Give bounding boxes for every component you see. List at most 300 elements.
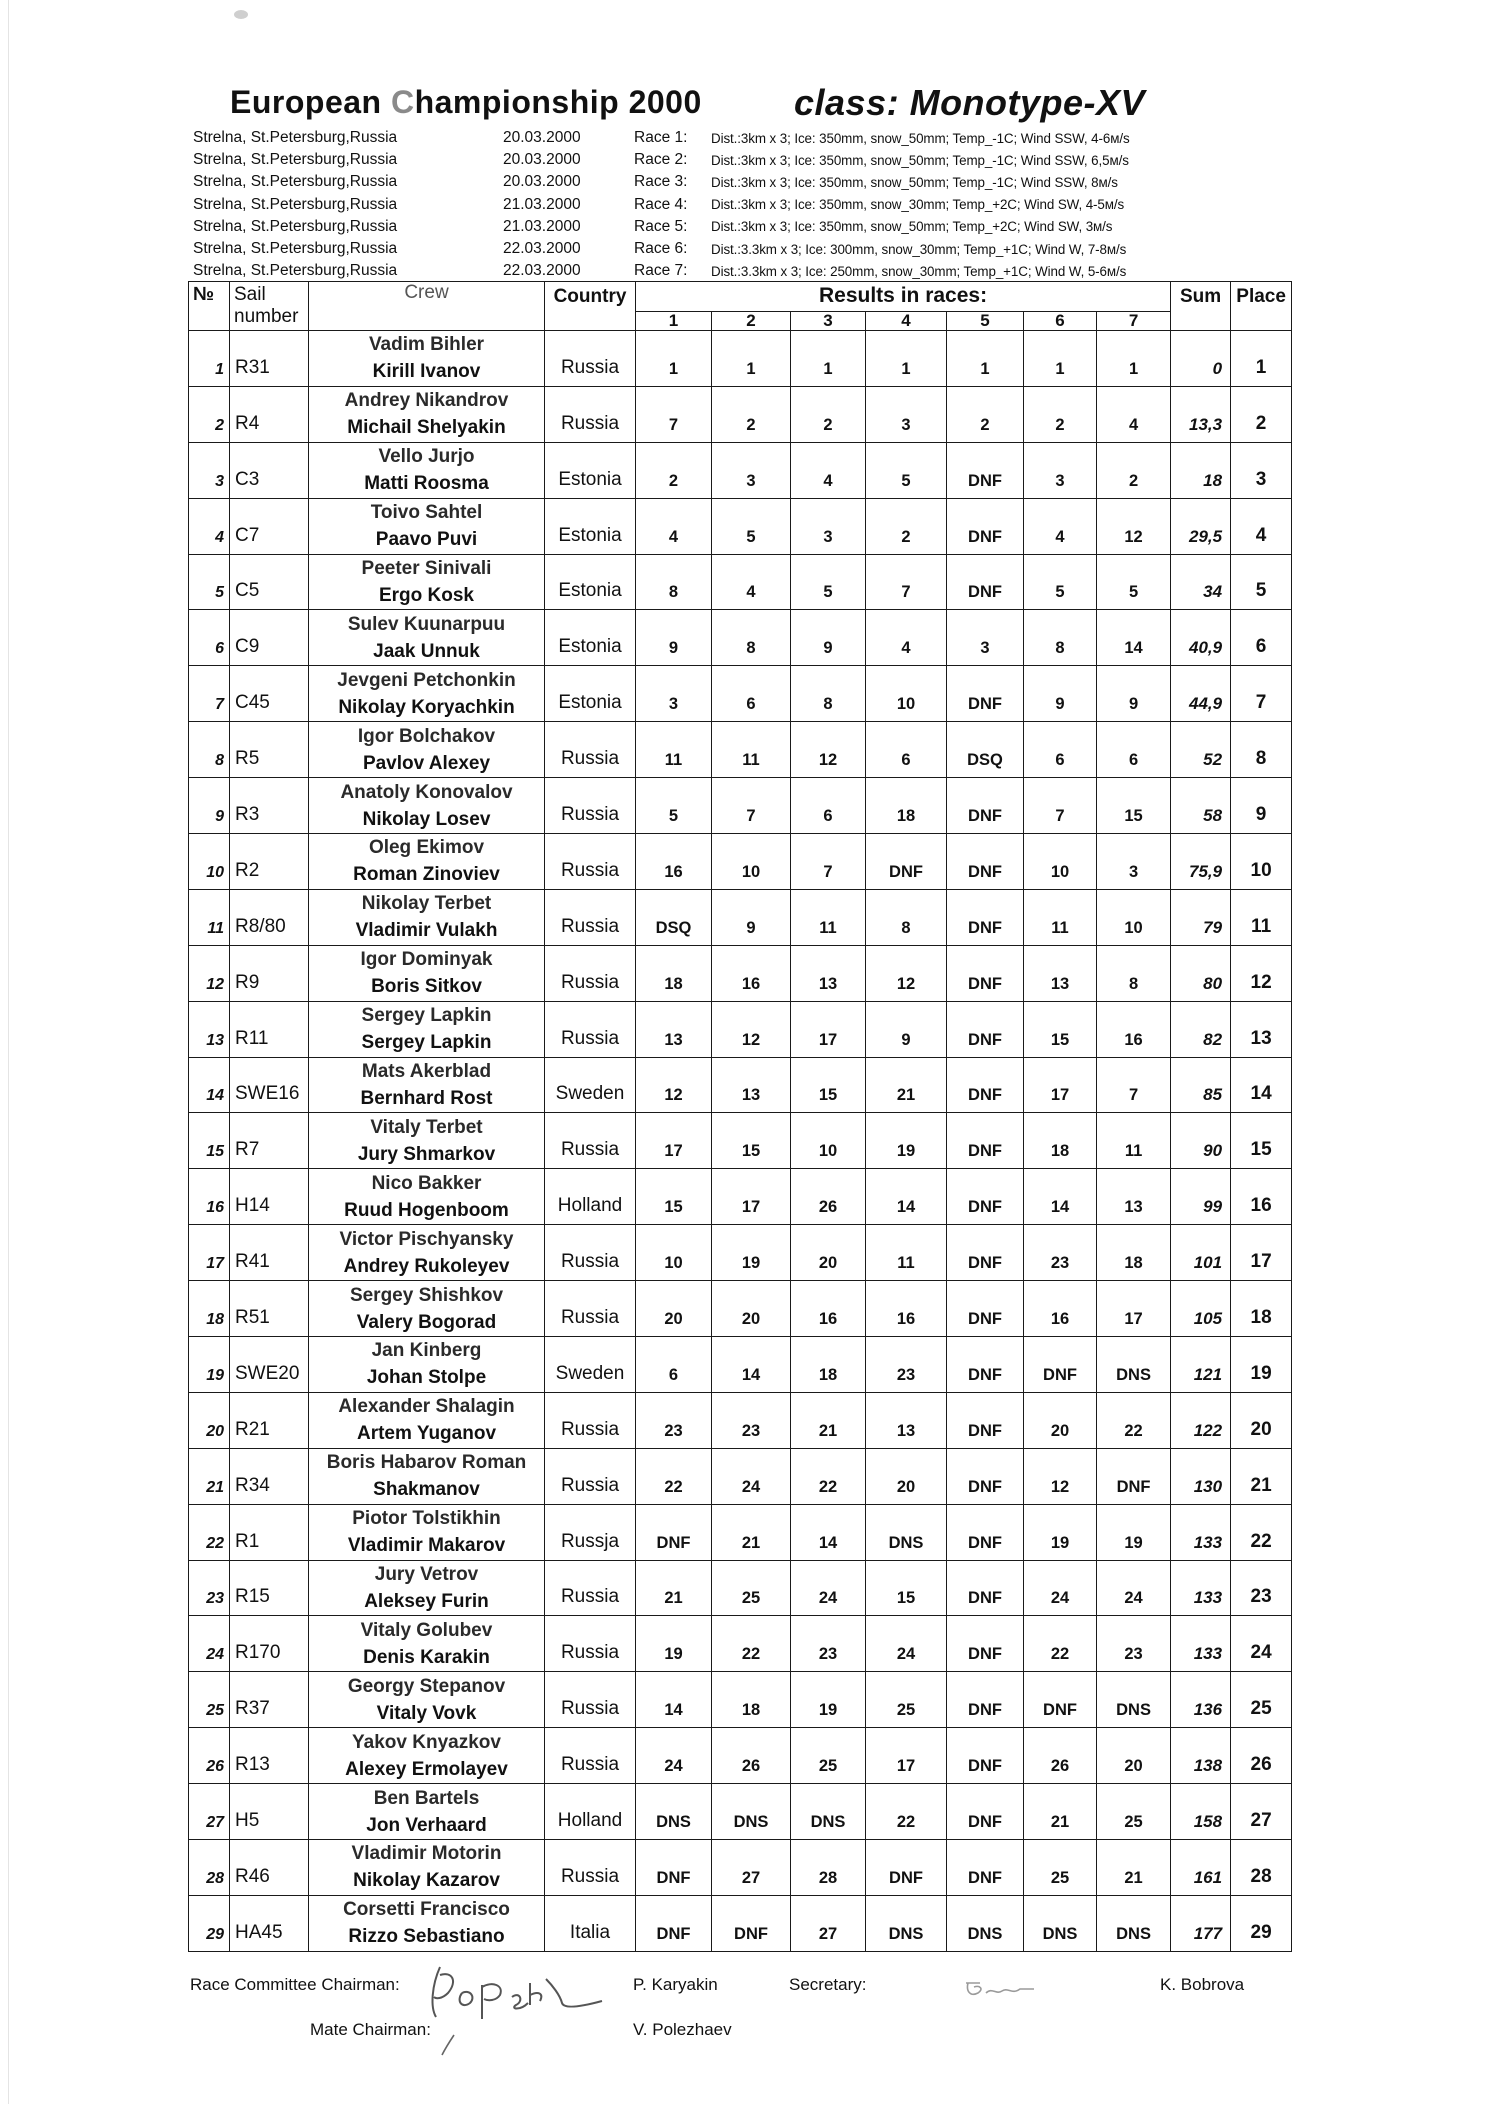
crew-member-2: Boris Sitkov: [371, 976, 482, 998]
cell-crew: [309, 554, 545, 610]
crew-member-2: Vladimir Vulakh: [355, 920, 498, 942]
cell-no: 27: [189, 1784, 230, 1840]
cell-no: 5: [189, 554, 230, 610]
cell-crew: [309, 1001, 545, 1057]
cell-race-4: 15: [866, 1560, 947, 1616]
cell-race-2: 1: [712, 331, 791, 387]
cell-sail-number: R9: [230, 945, 309, 1001]
crew-member-1: Peeter Sinivali: [361, 558, 492, 579]
cell-place: 15: [1231, 1113, 1292, 1169]
cell-race-5: 1: [947, 331, 1024, 387]
table-row: [189, 442, 1292, 498]
cell-no: 22: [189, 1504, 230, 1560]
cell-country: Russia: [545, 1616, 636, 1672]
venue-place: Strelna, St.Petersburg,Russia: [193, 129, 398, 147]
cell-race-3: 10: [791, 1113, 866, 1169]
cell-race-2: 2: [712, 386, 791, 442]
cell-race-4: 24: [866, 1616, 947, 1672]
cell-race-1: 22: [636, 1448, 712, 1504]
table-row: [189, 1225, 1292, 1281]
cell-race-5: DNF: [947, 1672, 1024, 1728]
cell-race-7: 4: [1097, 386, 1171, 442]
cell-race-6: 15: [1024, 1001, 1097, 1057]
cell-race-3: 25: [791, 1728, 866, 1784]
cell-race-3: 9: [791, 610, 866, 666]
cell-place: 20: [1231, 1392, 1292, 1448]
header-country: Country: [545, 282, 636, 331]
cell-crew: [309, 889, 545, 945]
table-row: [189, 1728, 1292, 1784]
cell-race-7: 22: [1097, 1392, 1171, 1448]
crew-member-2: Jon Verhaard: [366, 1814, 487, 1836]
cell-race-2: 22: [712, 1616, 791, 1672]
crew-member-2: Denis Karakin: [363, 1646, 490, 1668]
page-edge: [8, 0, 9, 2104]
crew-member-1: Nikolay Terbet: [361, 893, 492, 915]
cell-crew: [309, 722, 545, 778]
race-line: [634, 127, 1284, 149]
cell-race-5: DNF: [947, 778, 1024, 834]
cell-race-5: DNF: [947, 1337, 1024, 1393]
cell-place: 19: [1231, 1337, 1292, 1393]
cell-place: 1: [1231, 331, 1292, 387]
cell-sail-number: C5: [230, 554, 309, 610]
venue-place: Strelna, St.Petersburg,Russia: [193, 195, 398, 213]
cell-race-6: DNF: [1024, 1672, 1097, 1728]
cell-race-4: 7: [866, 554, 947, 610]
header-race-7: 7: [1097, 311, 1171, 330]
cell-crew: [309, 1281, 545, 1337]
cell-race-6: 24: [1024, 1560, 1097, 1616]
cell-race-2: 12: [712, 1001, 791, 1057]
cell-sail-number: R8/80: [230, 889, 309, 945]
table-row: [189, 722, 1292, 778]
crew-member-1: Mats Akerblad: [361, 1061, 492, 1083]
cell-race-7: 24: [1097, 1560, 1171, 1616]
cell-race-3: 2: [791, 386, 866, 442]
crew-member-2: Paavo Puvi: [375, 529, 478, 551]
cell-race-7: 13: [1097, 1169, 1171, 1225]
class-title: class: Monotype-XV: [794, 82, 1146, 123]
cell-race-3: 1: [791, 331, 866, 387]
race-conditions: Dist.:3km x 3; Ice: 350mm, snow_50mm; Temp_-1C; Wind SSW, 8м/s: [711, 174, 1118, 190]
crew-member-1: Jevgeni Petchonkin: [337, 669, 516, 691]
cell-race-7: 10: [1097, 889, 1171, 945]
cell-place: 11: [1231, 889, 1292, 945]
cell-race-4: 20: [866, 1448, 947, 1504]
crew-member-2: Michail Shelyakin: [347, 417, 506, 439]
cell-race-7: 3: [1097, 834, 1171, 890]
cell-place: 18: [1231, 1281, 1292, 1337]
race-conditions-list: [634, 127, 1284, 282]
cell-sum: 85: [1171, 1057, 1231, 1113]
cell-race-7: 2: [1097, 442, 1171, 498]
cell-race-3: 22: [791, 1448, 866, 1504]
cell-sum: 0: [1171, 331, 1231, 387]
crew-member-1: Vello Jurjo: [378, 446, 475, 468]
cell-race-1: DNS: [636, 1784, 712, 1840]
table-row: [189, 1840, 1292, 1896]
cell-race-2: 21: [712, 1504, 791, 1560]
cell-country: Russia: [545, 889, 636, 945]
table-row: [189, 386, 1292, 442]
cell-no: 18: [189, 1281, 230, 1337]
cell-race-4: 22: [866, 1784, 947, 1840]
race-conditions: Dist.:3km x 3; Ice: 350mm, snow_50mm; Temp_-1C; Wind SSW, 6,5м/s: [711, 152, 1129, 168]
cell-race-1: 1: [636, 331, 712, 387]
cell-place: 6: [1231, 610, 1292, 666]
crew-member-2: Nikolay Koryachkin: [338, 696, 515, 718]
cell-no: 3: [189, 442, 230, 498]
crew-member-1: Alexander Shalagin: [338, 1396, 515, 1418]
venue-date: 21.03.2000: [503, 195, 581, 213]
cell-country: Sweden: [545, 1337, 636, 1393]
cell-race-5: DNF: [947, 498, 1024, 554]
cell-race-1: 7: [636, 386, 712, 442]
cell-no: 15: [189, 1113, 230, 1169]
cell-sail-number: C45: [230, 666, 309, 722]
cell-race-4: DNF: [866, 834, 947, 890]
cell-race-6: 13: [1024, 945, 1097, 1001]
race-conditions: Dist.:3.3km x 3; Ice: 300mm, snow_30mm; Temp_+1C; Wind W, 7-8м/s: [711, 241, 1127, 257]
cell-sum: 40,9: [1171, 610, 1231, 666]
cell-race-7: 25: [1097, 1784, 1171, 1840]
cell-sail-number: R13: [230, 1728, 309, 1784]
cell-country: Russia: [545, 386, 636, 442]
cell-no: 25: [189, 1672, 230, 1728]
cell-race-5: DNF: [947, 1784, 1024, 1840]
table-row: [189, 1448, 1292, 1504]
cell-sum: 82: [1171, 1001, 1231, 1057]
venue-date: 20.03.2000: [503, 151, 581, 169]
crew-member-2: Matti Roosma: [364, 473, 489, 495]
cell-race-3: 21: [791, 1392, 866, 1448]
cell-race-1: 15: [636, 1169, 712, 1225]
cell-race-5: DNF: [947, 1392, 1024, 1448]
crew-member-2: Artem Yuganov: [356, 1423, 497, 1445]
cell-race-3: 18: [791, 1337, 866, 1393]
venue-date: 20.03.2000: [503, 129, 581, 147]
cell-race-3: 19: [791, 1672, 866, 1728]
cell-country: Estonia: [545, 554, 636, 610]
crew-member-1: Jan Kinberg: [371, 1340, 482, 1362]
table-row: [189, 778, 1292, 834]
cell-race-7: 8: [1097, 945, 1171, 1001]
cell-race-4: 2: [866, 498, 947, 554]
crew-member-2: Vitaly Vovk: [376, 1702, 477, 1724]
cell-sail-number: SWE16: [230, 1057, 309, 1113]
cell-place: 14: [1231, 1057, 1292, 1113]
crew-member-1: Vladimir Motorin: [351, 1843, 502, 1865]
cell-place: 27: [1231, 1784, 1292, 1840]
crew-member-2: Andrey Rukoleyev: [343, 1255, 510, 1277]
cell-sail-number: R46: [230, 1840, 309, 1896]
cell-race-1: 6: [636, 1337, 712, 1393]
table-row: [189, 1560, 1292, 1616]
crew-member-2: Roman Zinoviev: [353, 864, 500, 886]
header-race-5: 5: [947, 311, 1024, 330]
race-line: [634, 149, 1284, 171]
cell-race-1: 4: [636, 498, 712, 554]
cell-race-2: 15: [712, 1113, 791, 1169]
cell-race-1: 12: [636, 1057, 712, 1113]
header-race-2: 2: [712, 311, 791, 330]
cell-race-3: 26: [791, 1169, 866, 1225]
cell-sum: 122: [1171, 1392, 1231, 1448]
cell-race-2: 11: [712, 722, 791, 778]
cell-no: 16: [189, 1169, 230, 1225]
cell-no: 21: [189, 1448, 230, 1504]
race-conditions: Dist.:3km x 3; Ice: 350mm, snow_50mm; Temp_-1C; Wind SSW, 4-6м/s: [711, 130, 1130, 146]
cell-place: 9: [1231, 778, 1292, 834]
race-conditions: Dist.:3km x 3; Ice: 350mm, snow_50mm; Temp_+2C; Wind SW, 3м/s: [711, 219, 1113, 235]
cell-sum: 158: [1171, 1784, 1231, 1840]
cell-race-1: 2: [636, 442, 712, 498]
cell-race-1: 5: [636, 778, 712, 834]
cell-race-1: 18: [636, 945, 712, 1001]
race-label: Race 1:: [634, 129, 688, 147]
cell-sum: 18: [1171, 442, 1231, 498]
results-body: [189, 331, 1292, 1952]
cell-crew: [309, 1784, 545, 1840]
crew-member-2: Jury Shmarkov: [357, 1143, 496, 1165]
cell-race-3: 14: [791, 1504, 866, 1560]
cell-race-2: 3: [712, 442, 791, 498]
cell-country: Russja: [545, 1504, 636, 1560]
venue-date: 21.03.2000: [503, 217, 581, 235]
table-row: [189, 331, 1292, 387]
cell-sail-number: R3: [230, 778, 309, 834]
venue-line: [193, 216, 613, 238]
cell-race-5: DNF: [947, 554, 1024, 610]
crew-member-2: Nikolay Losev: [362, 808, 491, 830]
cell-crew: [309, 778, 545, 834]
cell-race-4: 17: [866, 1728, 947, 1784]
cell-race-2: 8: [712, 610, 791, 666]
cell-no: 24: [189, 1616, 230, 1672]
header-crew: Crew: [309, 282, 545, 331]
cell-sail-number: R11: [230, 1001, 309, 1057]
cell-sail-number: C7: [230, 498, 309, 554]
cell-race-3: DNS: [791, 1784, 866, 1840]
cell-sum: 161: [1171, 1840, 1231, 1896]
crew-member-1: Toivo Sahtel: [370, 502, 483, 524]
cell-race-3: 8: [791, 666, 866, 722]
cell-sum: 52: [1171, 722, 1231, 778]
cell-race-7: DNS: [1097, 1337, 1171, 1393]
cell-place: 17: [1231, 1225, 1292, 1281]
table-row: [189, 666, 1292, 722]
header-no: №: [189, 282, 230, 331]
cell-race-3: 11: [791, 889, 866, 945]
cell-crew: [309, 1337, 545, 1393]
cell-sail-number: H14: [230, 1169, 309, 1225]
cell-no: 23: [189, 1560, 230, 1616]
crew-member-2: Pavlov Alexey: [362, 752, 491, 774]
cell-race-2: DNF: [712, 1895, 791, 1951]
mate-chairman-label: Mate Chairman:: [310, 2020, 431, 2039]
cell-race-7: 20: [1097, 1728, 1171, 1784]
cell-race-7: DNS: [1097, 1895, 1171, 1951]
cell-race-6: 25: [1024, 1840, 1097, 1896]
crew-member-2: Alexey Ermolayev: [345, 1758, 508, 1780]
cell-sum: 133: [1171, 1504, 1231, 1560]
cell-race-3: 3: [791, 498, 866, 554]
cell-race-3: 7: [791, 834, 866, 890]
cell-race-3: 13: [791, 945, 866, 1001]
cell-race-5: DNF: [947, 1448, 1024, 1504]
cell-sail-number: R41: [230, 1225, 309, 1281]
cell-race-2: 27: [712, 1840, 791, 1896]
cell-country: Estonia: [545, 498, 636, 554]
cell-country: Russia: [545, 722, 636, 778]
cell-race-4: 14: [866, 1169, 947, 1225]
race-label: Race 2:: [634, 151, 688, 169]
cell-race-3: 12: [791, 722, 866, 778]
cell-race-4: 4: [866, 610, 947, 666]
cell-race-2: 18: [712, 1672, 791, 1728]
table-row: [189, 498, 1292, 554]
table-row: [189, 1337, 1292, 1393]
race-label: Race 4:: [634, 195, 688, 213]
cell-race-1: 23: [636, 1392, 712, 1448]
crew-member-1: Corsetti Francisco: [343, 1899, 510, 1921]
header-sail-number: Sail number: [230, 282, 309, 331]
cell-crew: [309, 1840, 545, 1896]
cell-country: Russia: [545, 331, 636, 387]
cell-crew: [309, 1560, 545, 1616]
cell-sail-number: H5: [230, 1784, 309, 1840]
cell-race-5: DNF: [947, 1728, 1024, 1784]
cell-race-5: 3: [947, 610, 1024, 666]
cell-race-5: DNF: [947, 1057, 1024, 1113]
cell-race-1: DSQ: [636, 889, 712, 945]
cell-sum: 13,3: [1171, 386, 1231, 442]
cell-place: 25: [1231, 1672, 1292, 1728]
cell-country: Russia: [545, 1392, 636, 1448]
cell-race-3: 23: [791, 1616, 866, 1672]
cell-race-6: 19: [1024, 1504, 1097, 1560]
cell-sum: 130: [1171, 1448, 1231, 1504]
cell-no: 17: [189, 1225, 230, 1281]
table-row: [189, 889, 1292, 945]
cell-place: 10: [1231, 834, 1292, 890]
cell-race-1: 19: [636, 1616, 712, 1672]
cell-sum: 75,9: [1171, 834, 1231, 890]
cell-race-6: 18: [1024, 1113, 1097, 1169]
cell-sail-number: R170: [230, 1616, 309, 1672]
cell-no: 29: [189, 1895, 230, 1951]
cell-sum: 105: [1171, 1281, 1231, 1337]
crew-member-1: Oleg Ekimov: [368, 837, 485, 859]
cell-race-6: 22: [1024, 1616, 1097, 1672]
table-row: [189, 1001, 1292, 1057]
cell-race-4: 19: [866, 1113, 947, 1169]
race-line: [634, 238, 1284, 260]
cell-race-6: 17: [1024, 1057, 1097, 1113]
cell-race-5: DNF: [947, 945, 1024, 1001]
cell-race-7: 11: [1097, 1113, 1171, 1169]
table-row: [189, 1616, 1292, 1672]
cell-no: 20: [189, 1392, 230, 1448]
cell-race-1: 10: [636, 1225, 712, 1281]
cell-race-2: 7: [712, 778, 791, 834]
cell-place: 21: [1231, 1448, 1292, 1504]
crew-member-1: Andrey Nikandrov: [344, 390, 509, 412]
cell-country: Russia: [545, 945, 636, 1001]
crew-member-1: Vadim Bihler: [368, 334, 485, 356]
cell-race-2: 25: [712, 1560, 791, 1616]
cell-place: 16: [1231, 1169, 1292, 1225]
cell-sum: 34: [1171, 554, 1231, 610]
cell-race-1: 16: [636, 834, 712, 890]
cell-race-5: DNF: [947, 1560, 1024, 1616]
venue-line: [193, 238, 613, 260]
cell-country: Estonia: [545, 442, 636, 498]
cell-race-5: DNF: [947, 834, 1024, 890]
table-row: [189, 1392, 1292, 1448]
cell-country: Holland: [545, 1784, 636, 1840]
cell-race-2: 17: [712, 1169, 791, 1225]
cell-race-6: DNS: [1024, 1895, 1097, 1951]
table-row: [189, 554, 1292, 610]
cell-race-7: 23: [1097, 1616, 1171, 1672]
cell-race-3: 24: [791, 1560, 866, 1616]
cell-crew: [309, 1225, 545, 1281]
cell-no: 6: [189, 610, 230, 666]
table-row: [189, 945, 1292, 1001]
cell-sail-number: R4: [230, 386, 309, 442]
cell-no: 14: [189, 1057, 230, 1113]
cell-race-4: 25: [866, 1672, 947, 1728]
crew-member-2: Johan Stolpe: [366, 1367, 487, 1389]
cell-race-7: 15: [1097, 778, 1171, 834]
venue-place: Strelna, St.Petersburg,Russia: [193, 217, 398, 235]
cell-country: Russia: [545, 1672, 636, 1728]
table-row: [189, 1057, 1292, 1113]
cell-crew: [309, 498, 545, 554]
cell-country: Sweden: [545, 1057, 636, 1113]
secretary-signature: [960, 1975, 1040, 2005]
race-label: Race 5:: [634, 217, 688, 235]
cell-no: 4: [189, 498, 230, 554]
cell-race-4: 3: [866, 386, 947, 442]
cell-race-2: 24: [712, 1448, 791, 1504]
secretary-name: K. Bobrova: [1160, 1975, 1245, 1994]
cell-crew: [309, 834, 545, 890]
cell-race-6: 7: [1024, 778, 1097, 834]
cell-race-3: 27: [791, 1895, 866, 1951]
cell-country: Russia: [545, 1840, 636, 1896]
venue-date: 20.03.2000: [503, 173, 581, 191]
crew-member-1: Sulev Kuunarpuu: [347, 613, 506, 635]
cell-race-3: 17: [791, 1001, 866, 1057]
cell-place: 8: [1231, 722, 1292, 778]
header-race-4: 4: [866, 311, 947, 330]
cell-race-2: 16: [712, 945, 791, 1001]
mate-chairman-name: V. Polezhaev: [633, 2020, 732, 2039]
cell-race-6: 4: [1024, 498, 1097, 554]
page-title: European Championship 2000: [230, 84, 702, 120]
cell-country: Russia: [545, 1448, 636, 1504]
crew-member-2: Nikolay Kazarov: [353, 1870, 500, 1892]
header-race-1: 1: [636, 311, 712, 330]
cell-race-6: 8: [1024, 610, 1097, 666]
cell-race-1: 13: [636, 1001, 712, 1057]
header-race-6: 6: [1024, 311, 1097, 330]
cell-race-5: DNF: [947, 1225, 1024, 1281]
crew-member-1: Jury Vetrov: [374, 1564, 479, 1586]
